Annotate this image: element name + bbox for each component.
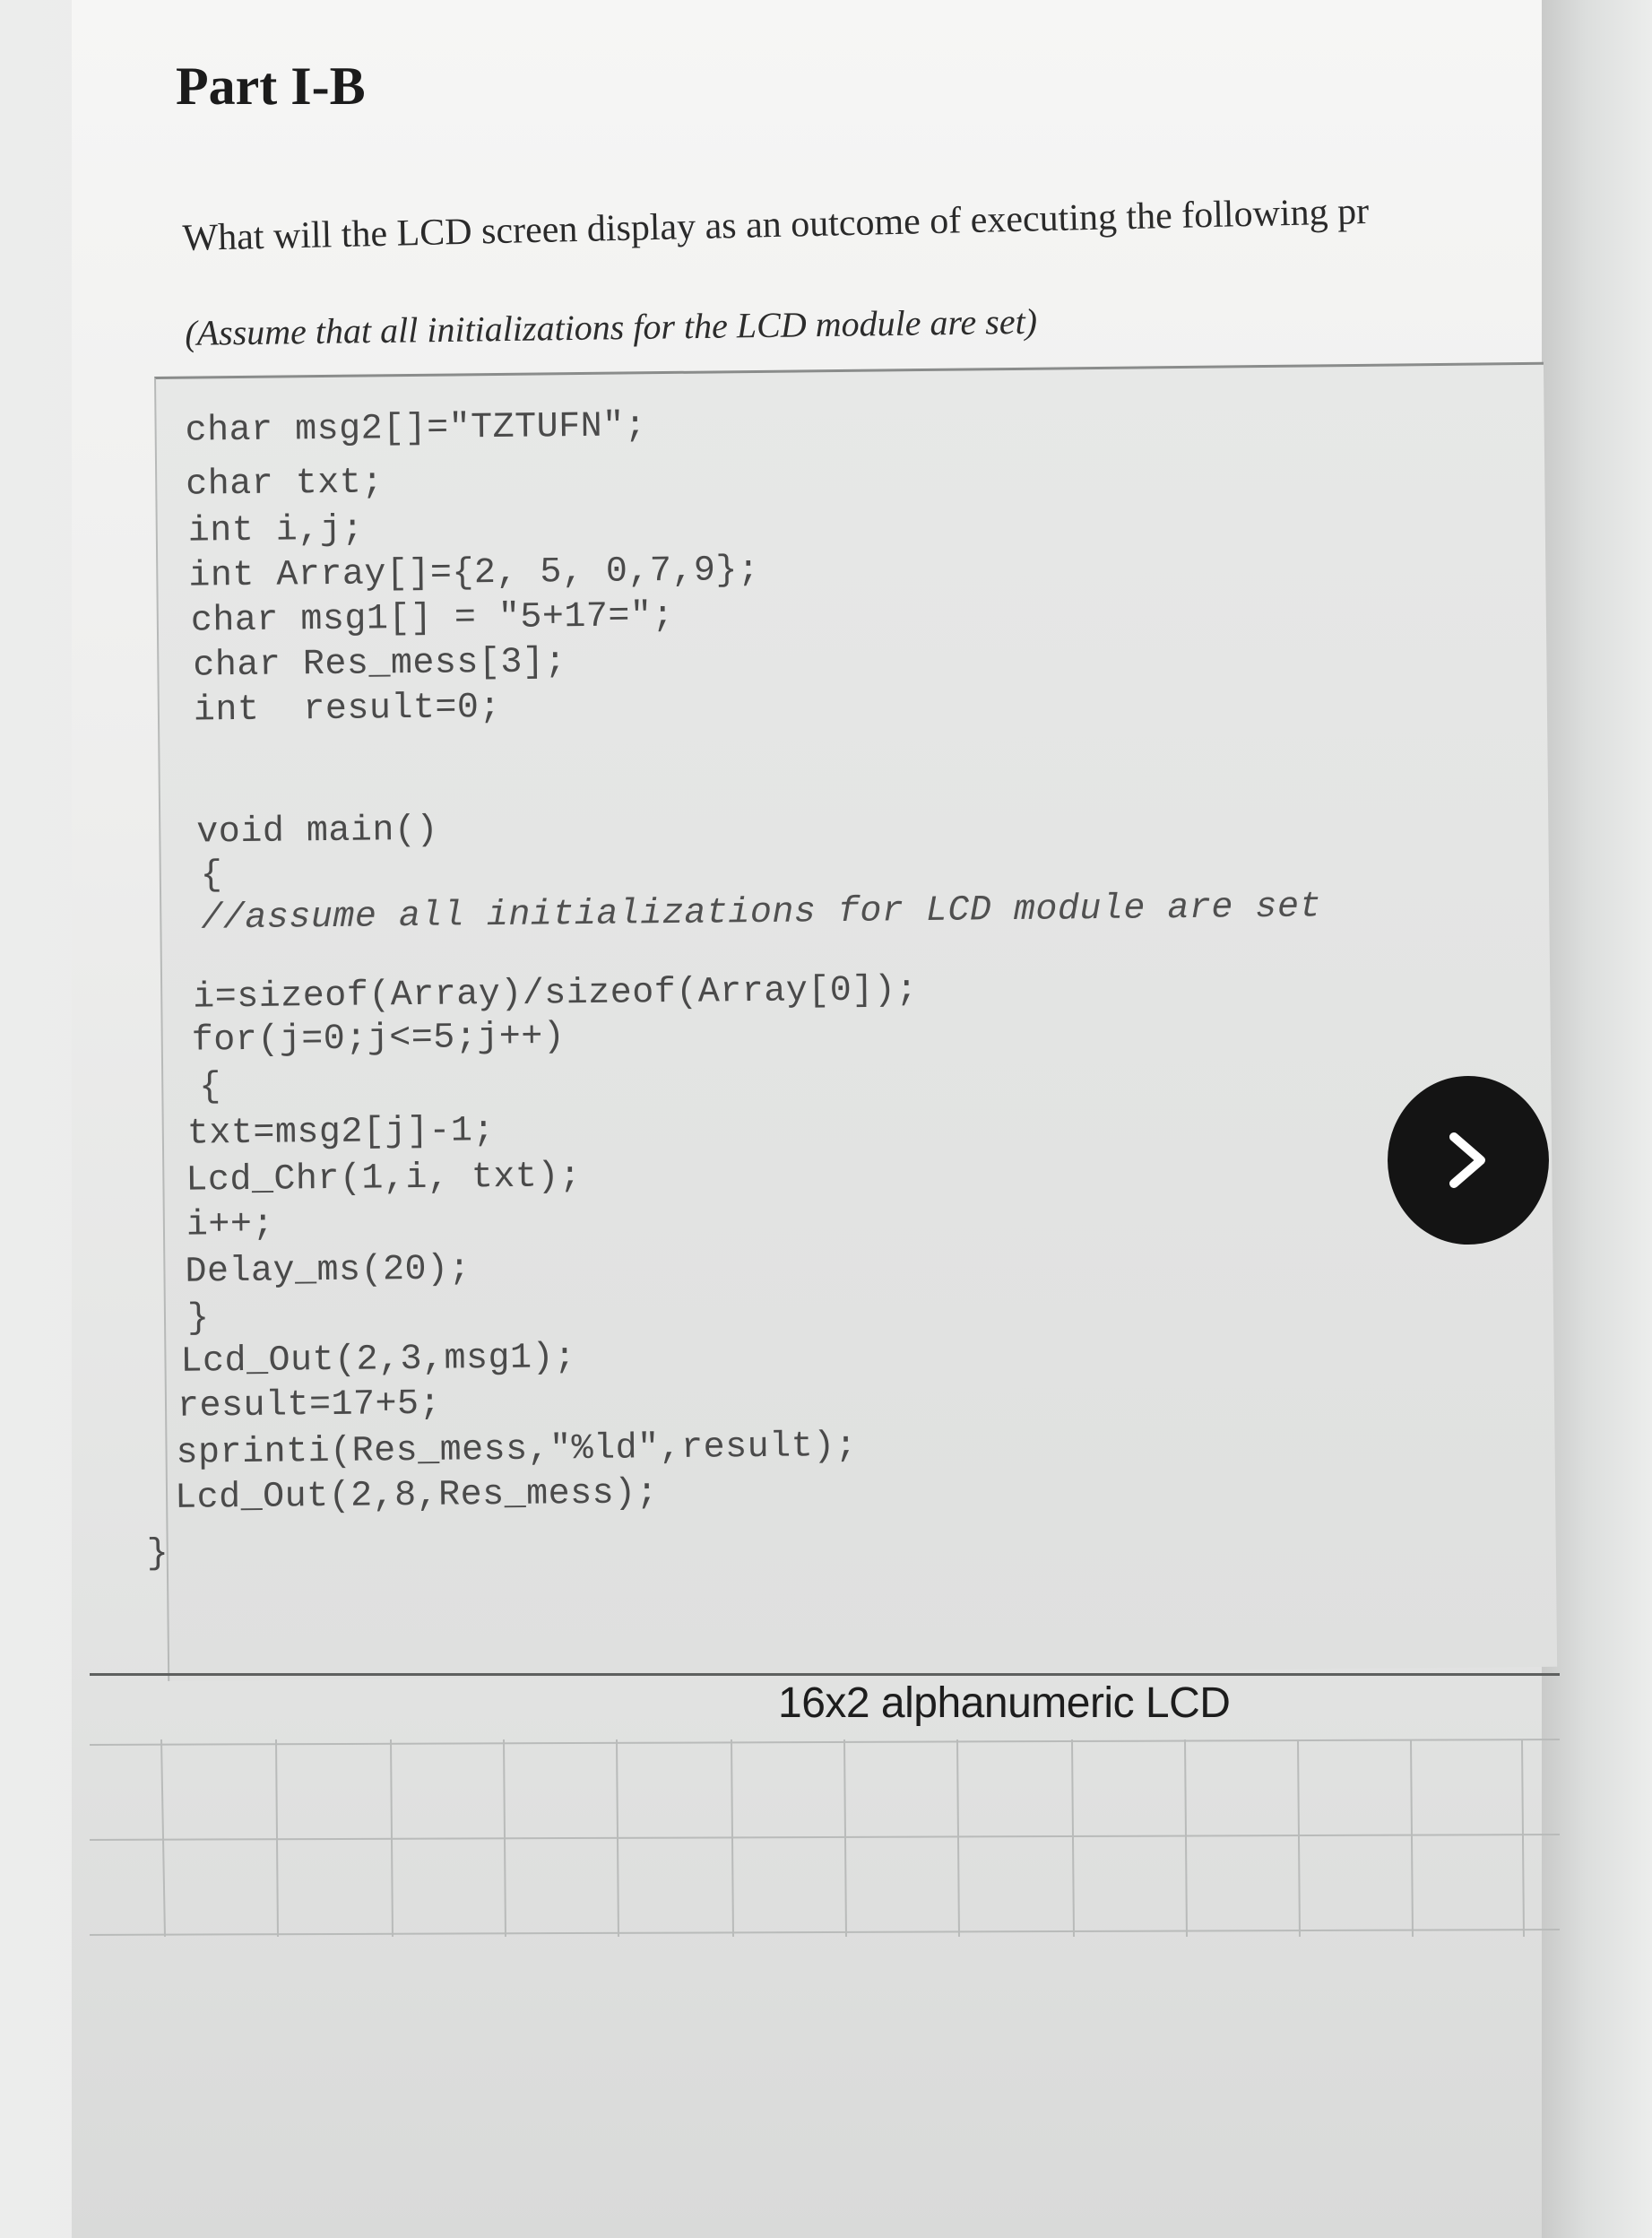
- code-line: Delay_ms(20);: [185, 1249, 471, 1293]
- code-line: i++;: [186, 1204, 275, 1246]
- code-line: Lcd_Chr(1,i, txt);: [186, 1157, 582, 1201]
- lcd-label: 16x2 alphanumeric LCD: [778, 1679, 1231, 1727]
- code-line: int i,j;: [187, 509, 365, 552]
- code-line: Lcd_Out(2,8,Res_mess);: [174, 1473, 659, 1519]
- code-line: result=17+5;: [177, 1384, 442, 1427]
- code-line: {: [200, 855, 223, 897]
- code-line: char msg2[]="TZTUFN";: [185, 406, 647, 452]
- chevron-right-icon: [1441, 1130, 1495, 1191]
- code-line: int Array[]={2, 5, 0,7,9};: [188, 550, 760, 597]
- code-line: i=sizeof(Array)/sizeof(Array[0]);: [193, 970, 919, 1019]
- code-line: {: [199, 1067, 222, 1108]
- code-line: for(j=0;j<=5;j++): [191, 1017, 566, 1062]
- code-line: sprinti(Res_mess,"%ld",result);: [176, 1426, 858, 1474]
- code-line: char txt;: [186, 463, 385, 506]
- code-line: char Res_mess[3];: [193, 642, 567, 687]
- question-area: [0, 0, 1537, 353]
- lcd-divider: [90, 1673, 1560, 1676]
- next-button[interactable]: [1388, 1076, 1549, 1245]
- code-line: }: [146, 1533, 169, 1575]
- code-line: }: [186, 1298, 210, 1340]
- lcd-grid: [90, 1739, 1560, 1955]
- code-comment: //assume all initializations for LCD module are set: [201, 887, 1322, 940]
- code-line: txt=msg2[j]-1;: [186, 1111, 496, 1155]
- question-note: (Assume that all initializations for the LCD module are set): [185, 300, 1038, 353]
- code-line: int result=0;: [193, 687, 502, 732]
- code-line: char msg1[] = "5+17=";: [190, 595, 675, 642]
- code-line: Lcd_Out(2,3,msg1);: [180, 1338, 576, 1383]
- code-line: void main(): [196, 810, 439, 854]
- code-box: [146, 362, 1557, 1681]
- part-title: Part I-B: [176, 56, 366, 116]
- question-text: What will the LCD screen display as an outcome of executing the following pr: [182, 190, 1370, 259]
